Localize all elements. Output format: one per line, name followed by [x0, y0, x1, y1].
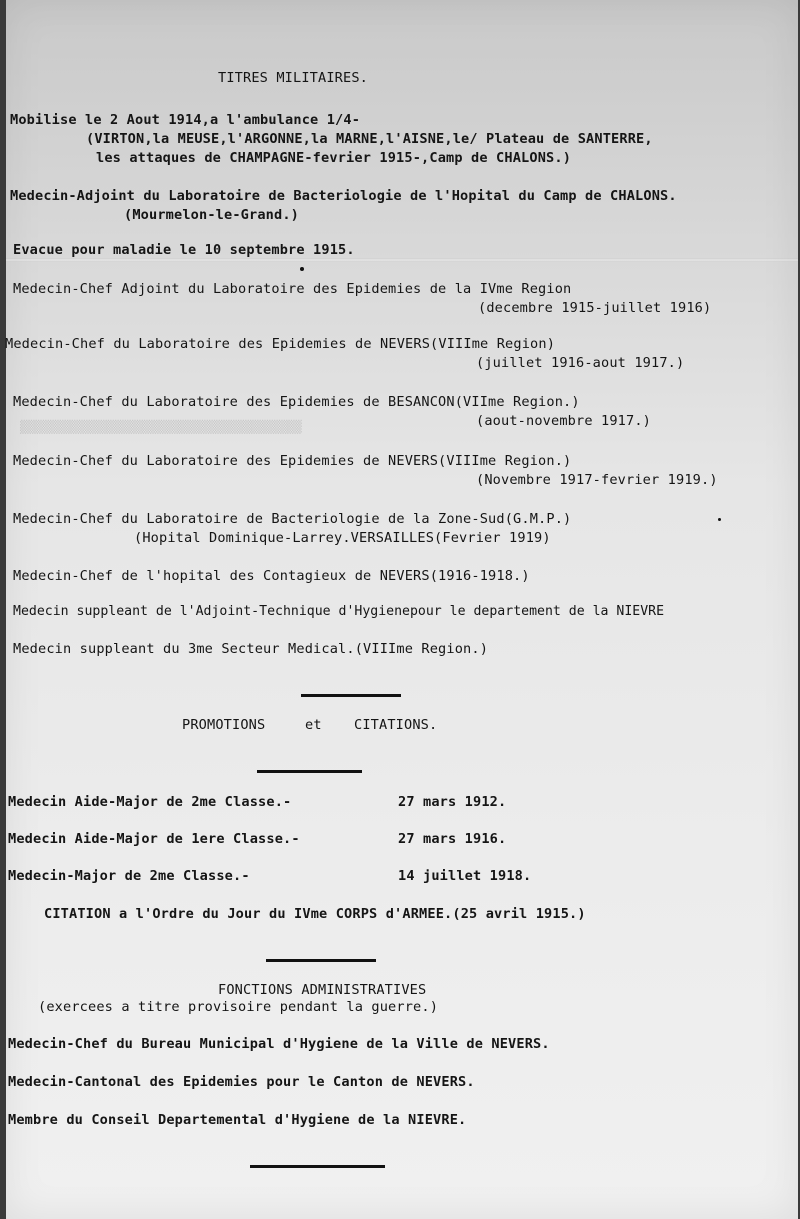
adjoint-labo-line-2: (Mourmelon-le-Grand.) [124, 207, 300, 223]
chef-zone-sud-line-2: (Hopital Dominique-Larrey.VERSAILLES(Fevrier 1919) [134, 530, 551, 546]
bleed-through: ▒▒▒▒▒▒▒▒▒▒▒▒▒▒▒▒▒▒▒▒▒▒▒▒▒▒▒▒▒▒▒▒▒▒▒▒▒▒▒ [20, 420, 302, 434]
chef-nevers-2-line-2: (Novembre 1917-fevrier 1919.) [476, 472, 718, 488]
fonctions-heading: FONCTIONS ADMINISTRATIVES [218, 982, 427, 998]
section-heading-titres: TITRES MILITAIRES. [218, 70, 369, 86]
mobilise-line-1: Mobilise le 2 Aout 1914,a l'ambulance 1/4- [10, 112, 361, 128]
suppleant-hygiene-line: Medecin suppleant de l'Adjoint-Technique d'Hygienepour le departement de la NIEVRE [13, 604, 665, 619]
chef-besancon-line-1: Medecin-Chef du Laboratoire des Epidemies de BESANCON(VIIme Region.) [13, 394, 580, 410]
separator-rule [301, 694, 401, 697]
citation-line: CITATION a l'Ordre du Jour du IVme CORPS d'ARMEE.(25 avril 1915.) [44, 906, 586, 922]
promotions-heading: PROMOTIONS [182, 717, 266, 733]
fonction-item: Medecin-Cantonal des Epidemies pour le Canton de NEVERS. [8, 1074, 475, 1090]
citations-heading: CITATIONS. [354, 717, 438, 733]
chef-nevers-1-line-1: Medecin-Chef du Laboratoire des Epidemies de NEVERS(VIIIme Region) [5, 336, 556, 352]
promotion-date: 27 mars 1912. [398, 794, 507, 810]
ink-speck [300, 267, 304, 271]
promotion-grade: Medecin-Major de 2me Classe.- [8, 868, 250, 884]
paper-fold [6, 258, 798, 262]
ink-speck [718, 518, 721, 521]
suppleant-secteur-line: Medecin suppleant du 3me Secteur Medical.(VIIIme Region.) [13, 641, 489, 657]
separator-rule [250, 1165, 385, 1168]
mobilise-line-3: les attaques de CHAMPAGNE-fevrier 1915-,Camp de CHALONS.) [96, 150, 572, 166]
chef-nevers-1-line-2: (juillet 1916-aout 1917.) [476, 355, 685, 371]
promotion-date: 14 juillet 1918. [398, 868, 532, 884]
adjoint-labo-line-1: Medecin-Adjoint du Laboratoire de Bacteriologie de l'Hopital du Camp de CHALONS. [10, 188, 677, 204]
promotion-grade: Medecin Aide-Major de 2me Classe.- [8, 794, 292, 810]
promotion-grade: Medecin Aide-Major de 1ere Classe.- [8, 831, 300, 847]
promotion-date: 27 mars 1916. [398, 831, 507, 847]
fonction-item: Medecin-Chef du Bureau Municipal d'Hygiene de la Ville de NEVERS. [8, 1036, 550, 1052]
chef-adjoint-line-1: Medecin-Chef Adjoint du Laboratoire des Epidemies de la IVme Region [13, 281, 572, 297]
separator-rule [266, 959, 376, 962]
chef-adjoint-line-2: (decembre 1915-juillet 1916) [478, 300, 712, 316]
mobilise-line-2: (VIRTON,la MEUSE,l'ARGONNE,la MARNE,l'AISNE,le/ Plateau de SANTERRE, [86, 131, 653, 147]
evacue-line: Evacue pour maladie le 10 septembre 1915. [13, 242, 355, 258]
chef-zone-sud-line-1: Medecin-Chef du Laboratoire de Bacteriologie de la Zone-Sud(G.M.P.) [13, 511, 572, 527]
fonctions-subheading: (exercees a titre provisoire pendant la guerre.) [38, 999, 439, 1015]
promotions-heading-and: et [305, 717, 322, 733]
fonction-item: Membre du Conseil Departemental d'Hygiene de la NIEVRE. [8, 1112, 467, 1128]
separator-rule [257, 770, 362, 773]
chef-nevers-2-line-1: Medecin-Chef du Laboratoire des Epidemies de NEVERS(VIIIme Region.) [13, 453, 572, 469]
chef-contagieux-line: Medecin-Chef de l'hopital des Contagieux de NEVERS(1916-1918.) [13, 568, 530, 584]
chef-besancon-line-2: (aout-novembre 1917.) [476, 413, 652, 429]
